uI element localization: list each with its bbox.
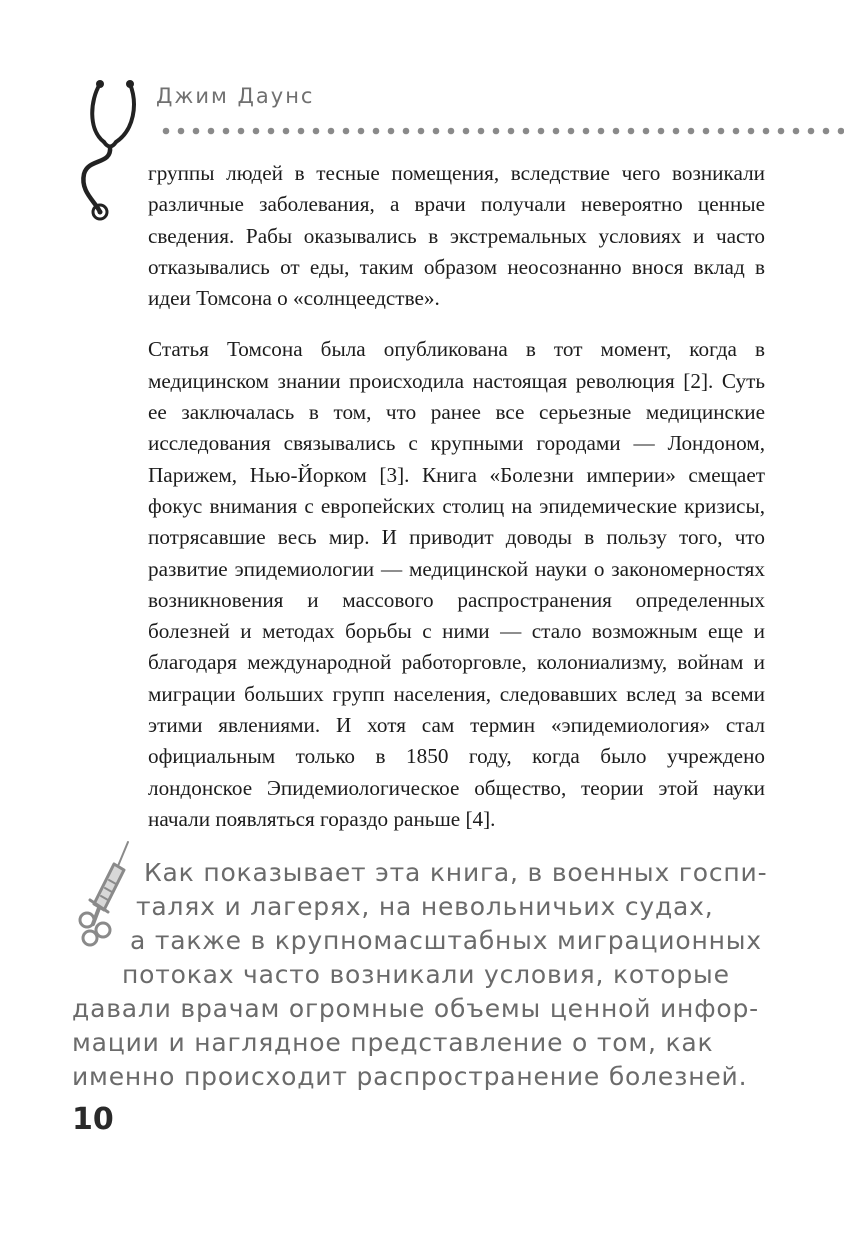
page-number: 10 (72, 1102, 114, 1137)
dotted-divider (160, 124, 844, 138)
pull-quote-line: Как показывает эта книга, в военных госпи- (144, 858, 768, 887)
pull-quote (72, 856, 768, 1094)
pull-quote-line: потоках часто возникали условия, которые (122, 960, 730, 989)
pull-quote-line: именно происходит распространение болезней. (72, 1062, 748, 1091)
running-header-author: Джим Даунс (156, 84, 315, 108)
paragraph-2: Статья Томсона была опубликована в тот момент, когда в медицинском знании происходила настоящая революция [2]. Суть ее заключалась в том, что ранее все серьезные медицинские исследования связывались с крупными городами — Лондоном, Парижем, Нью-Йорком [3]. Книга «Болезни империи» смещает фокус внимания с европейских столиц на эпидемические кризисы, потрясавшие весь мир. И приводит доводы в пользу того, что развитие эпидемиологии — медицинской науки о закономерностях возникновения и массового распространения определенных болезней и методах борьбы с ними — стало возможным еще и благодаря международной работорговле, колониализму, войнам и миграции больших групп населения, следовавших вслед за всеми этими явлениями. И хотя сам термин «эпидемиология» стал официальным только в 1850 году, когда было учреждено лондонское Эпидемиологическое общество, теории этой науки начали появляться гораздо раньше [4]. (148, 337, 765, 831)
pull-quote-line: талях и лагерях, на невольничьих судах, (136, 892, 714, 921)
pull-quote-line: давали врачам огромные объемы ценной инфор- (72, 994, 759, 1023)
paragraph-1: группы людей в тесные помещения, вследствие чего возникали различные заболевания, а врачи получали невероятно ценные сведения. Рабы оказывались в экстремальных условиях и часто отказывались от еды, таким образом неосознанно внося вклад в идеи Томсона о «солнцеедстве». (148, 161, 765, 311)
pull-quote-line: мации и наглядное представление о том, как (72, 1028, 714, 1057)
pull-quote-line: а также в крупномасштабных миграционных (130, 926, 762, 955)
main-text (148, 158, 765, 835)
stethoscope-icon (78, 70, 140, 222)
